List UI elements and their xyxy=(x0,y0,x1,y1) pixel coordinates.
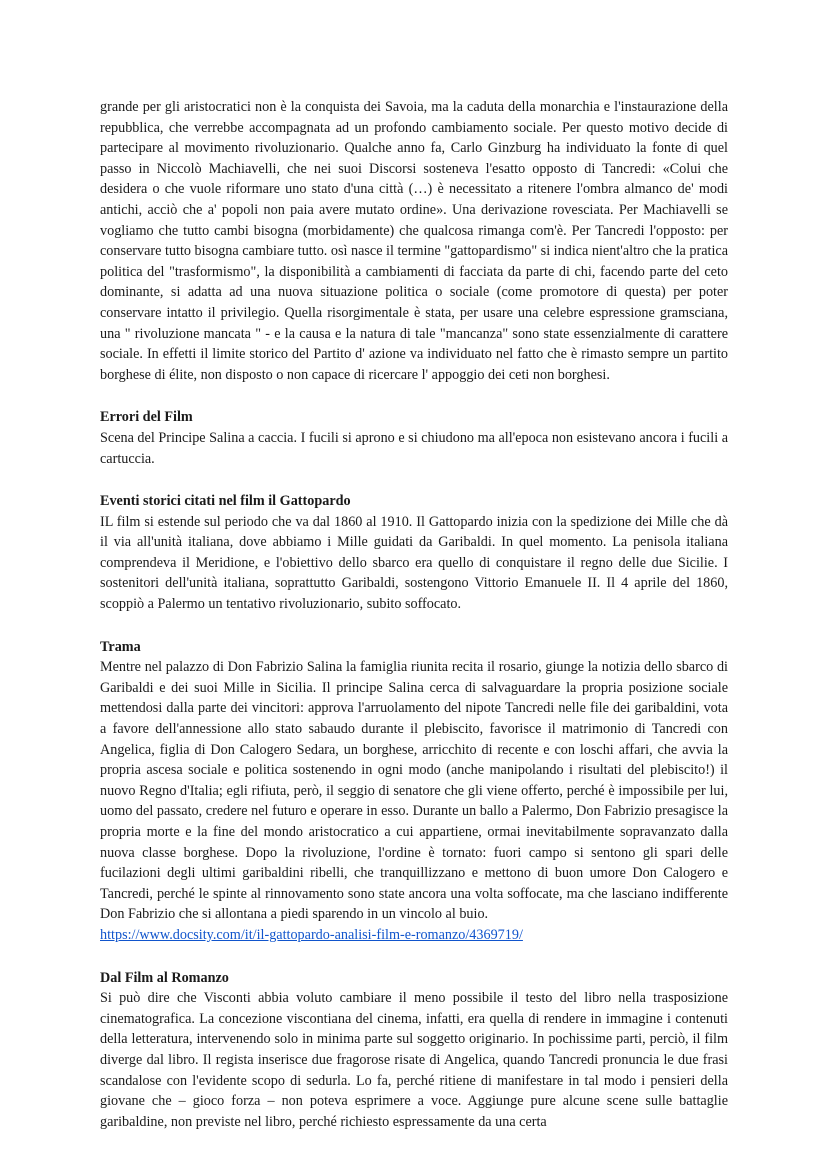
section-heading: Eventi storici citati nel film il Gattopardo xyxy=(100,493,351,510)
section-eventi xyxy=(100,491,728,615)
section-errori xyxy=(100,407,728,469)
section-body: Si può dire che Visconti abbia voluto cambiare il meno possibile il testo del libro nella trasposizione cinematografica. La concezione viscontiana del cinema, infatti, era quella di rendere in immagine i contenuti della letteratura, intervenendo solo in minima parte sul soggetto originario. In pochissime parti, perciò, il film diverge dal libro. Il regista inserisce due fragorose risate di Angelica, quando Tancredi pronuncia le due frasi scandalose con l'evidente scopo di sedurla. Lo fa, perché ritiene di manifestare in tal modo i pensieri della giovane che – gioco forza – non poteva esprimere a voce. Aggiunge pure alcune scene sulle battaglie garibaldine, non previste nel libro, perché richiesto espressamente da una certa xyxy=(100,990,728,1130)
section-body: Scena del Principe Salina a caccia. I fucili si aprono e si chiudono ma all'epoca non esistevano ancora i fucili a cartuccia. xyxy=(100,429,728,467)
section-body: Mentre nel palazzo di Don Fabrizio Salina la famiglia riunita recita il rosario, giunge la notizia dello sbarco di Garibaldi e dei suoi Mille in Sicilia. Il principe Salina cerca di salvaguardare la propria posizione sociale mettendosi dalla parte dei vincitori: approva l'arruolamento del nipote Tancredi nelle file dei garibaldini, vota a favore dell'annessione allo stato sabaudo durante il plebiscito, favorisce il matrimonio di Tancredi con Angelica, figlia di Don Calogero Sedara, un borghese, arricchito di recente e con loschi affari, che avvia la propria ascesa sociale e politica sostenendo in ogni modo (anche manipolando i risultati del plebiscito!) il nuovo Regno d'Italia; egli rifiuta, però, il seggio di senatore che gli viene offerto, perché è impossibile per lui, uomo del passato, credere nel futuro e operare in esso. Durante un ballo a Palermo, Don Fabrizio presagisce la propria morte e la fine del mondo aristocratico a cui appartiene, ormai inevitabilmente sopravanzato dalla nuova classe borghese. Dopo la rivoluzione, l'ordine è tornato: fuori campo si sentono gli spari delle fucilazioni degli ultimi garibaldini ribelli, che tranquillizzano e mettono di buon umore Don Calogero e Tancredi, perché le spinte al rinnovamento sono state ancora una volta soffocate, ma che lasciano indifferente Don Fabrizio che si allontana a piedi sparendo in un vincolo al buio. xyxy=(100,659,728,923)
section-heading: Errori del Film xyxy=(100,409,193,426)
section-trama xyxy=(100,637,728,946)
source-link[interactable]: https://www.docsity.com/it/il-gattopardo-analisi-film-e-romanzo/4369719/ xyxy=(100,926,523,943)
section-body: IL film si estende sul periodo che va dal 1860 al 1910. Il Gattopardo inizia con la spedizione dei Mille che dà il via all'unità italiana, dove abbiamo i Mille guidati da Garibaldi. In quel momento. La penisola italiana comprendeva il Meridione, e l'obiettivo dello sbarco era quello di conquistare il regno delle due Sicilie. I sostenitori dell'unità italiana, soprattutto Garibaldi, sostengono Vittorio Emanuele II. Il 4 aprile del 1860, scoppiò a Palermo un tentativo rivoluzionario, subito soffocato. xyxy=(100,513,728,613)
section-romanzo xyxy=(100,968,728,1133)
section-heading: Trama xyxy=(100,638,141,655)
intro-paragraph: grande per gli aristocratici non è la conquista dei Savoia, ma la caduta della monarchia e l'instaurazione della repubblica, che verrebbe accompagnata ad un profondo cambiamento sociale. Per questo motivo decide di partecipare al movimento rivoluzionario. Qualche anno fa, Carlo Ginzburg ha individuato la fonte di quel passo in Niccolò Machiavelli, che nei suoi Discorsi sosteneva l'esatto opposto di Tancredi: «Colui che desidera o che vuole riformare uno stato d'una città (…) è necessitato a ritenere l'ombra almanco de' modi antichi, acciò che a' popoli non paia avere mutato ordine». Una derivazione rovesciata. Per Machiavelli se vogliamo che tutto cambi bisogna (morbidamente) che qualcosa rimanga com'è. Per Tancredi l'opposto: per conservare tutto bisogna cambiare tutto. osì nasce il termine "gattopardismo" si indica nient'altro che la pratica politica del "trasformismo", la disponibilità a cambiamenti di facciata da parte di chi, facendo parte del ceto dominante, si adatta ad una nuova situazione politica o sociale (come promotore di questa) per poter conservare intatto il privilegio. Quella risorgimentale è stata, per usare una celebre espressione gramsciana, una " rivoluzione mancata " - e la causa e la natura di tale "mancanza" sono state essenzialmente di carattere sociale. In effetti il limite storico del Partito d' azione va individuato nel fatto che è rimasto sempre un partito borghese di élite, non disposto o non capace di ricercare l' appoggio dei ceti non borghesi. xyxy=(100,99,728,383)
section-heading: Dal Film al Romanzo xyxy=(100,969,229,986)
